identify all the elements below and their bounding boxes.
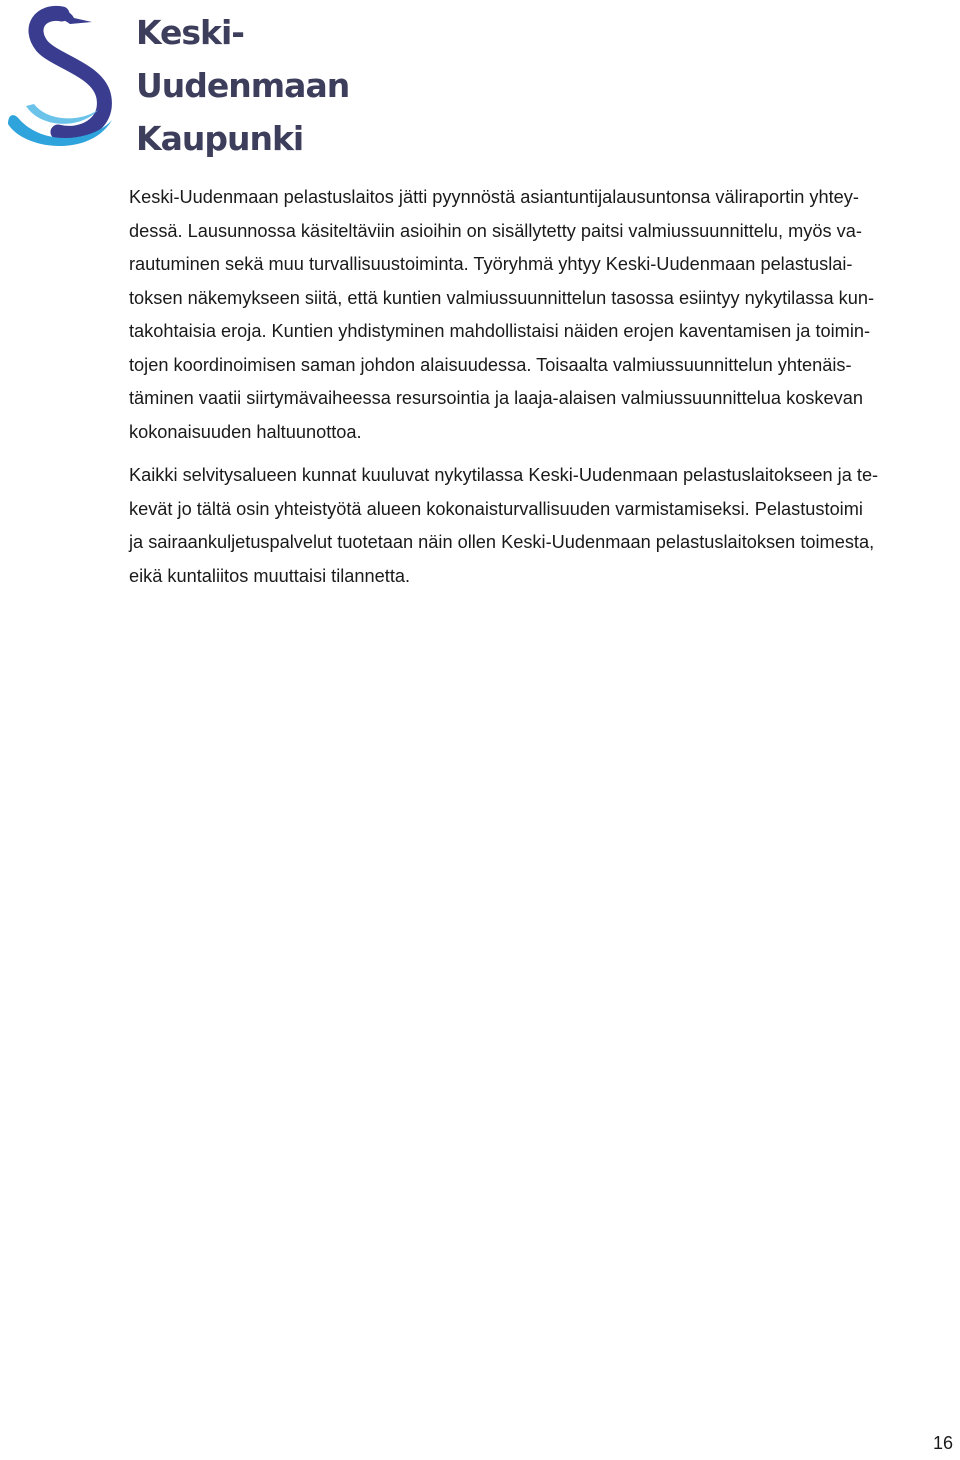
text-line: rautuminen sekä muu turvallisuustoiminta. Työryhmä yhtyy Keski-Uudenmaan pelastuslai- [129, 254, 853, 274]
text-line: tojen koordinoimisen saman johdon alaisuudessa. Toisaalta valmiussuunnittelun yhtenäis- [129, 354, 852, 375]
paragraph-1 [129, 181, 959, 449]
document-body [129, 181, 959, 603]
text-line: täminen vaatii siirtymävaiheessa resursointia ja laaja-alaisen valmiussuunnittelua koskevan [129, 388, 863, 408]
logo-wordmark [136, 6, 349, 165]
text-line: takohtaisia eroja. Kuntien yhdistyminen mahdollistaisi näiden erojen kaventamisen ja toimin- [129, 321, 871, 341]
page-number: 16 [932, 1433, 953, 1453]
text-line: Keski-Uudenmaan pelastuslaitos jätti pyynnöstä asiantuntijalausuntonsa väliraportin yhtey- [129, 187, 859, 207]
paragraph-2 [129, 459, 959, 593]
text-line: dessä. Lausunnossa käsiteltäviin asioihin on sisällytetty paitsi valmiussuunnittelu, myös va- [129, 220, 862, 241]
logo-line-3: Kaupunki [136, 119, 304, 158]
text-line: toksen näkemykseen siitä, että kuntien valmiussuunnittelun tasossa esiintyy nykytilassa kun- [129, 287, 875, 308]
text-line: kevät jo tältä osin yhteistyötä alueen kokonaisturvallisuuden varmistamiseksi. Pelastustoimi [129, 498, 863, 519]
swan-s-logo-icon [0, 0, 130, 160]
logo-line-2: Uudenmaan [136, 66, 350, 105]
text-line: kokonaisuuden haltuunottoa. [129, 421, 362, 442]
text-line: Kaikki selvitysalueen kunnat kuuluvat nykytilassa Keski-Uudenmaan pelastuslaitokseen ja te- [129, 465, 879, 485]
text-line: ja sairaankuljetuspalvelut tuotetaan näin ollen Keski-Uudenmaan pelastuslaitoksen toimesta, [129, 532, 875, 552]
logo [0, 0, 350, 160]
logo-line-1: Keski- [136, 13, 244, 52]
text-line: eikä kuntaliitos muuttaisi tilannetta. [129, 565, 411, 586]
